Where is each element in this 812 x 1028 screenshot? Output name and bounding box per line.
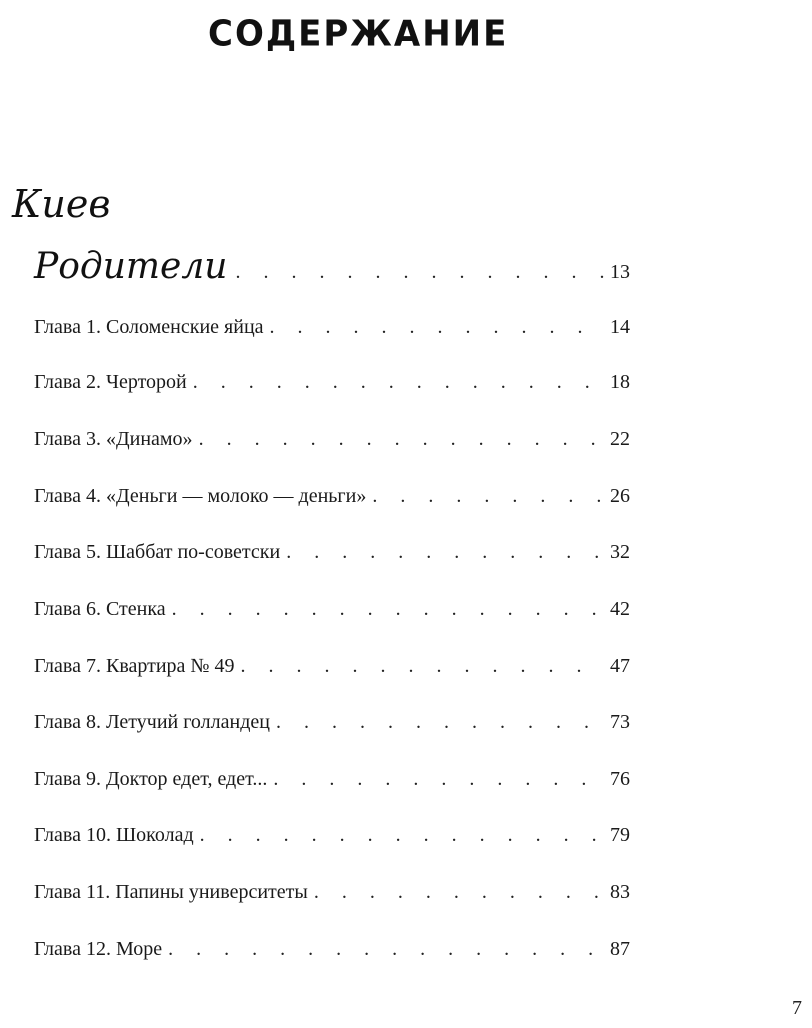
part-row[interactable] <box>34 246 630 287</box>
entry-page-number: 87 <box>610 938 630 960</box>
dot-leader <box>193 371 604 394</box>
toc-entry-11[interactable] <box>34 881 630 904</box>
entry-label: Глава 7. Квартира № 49 <box>34 655 235 677</box>
section-title: Киев <box>12 182 111 226</box>
entry-label: Глава 10. Шоколад <box>34 824 194 846</box>
entry-label: Глава 9. Доктор едет, едет... <box>34 768 268 790</box>
entry-page-number: 79 <box>610 824 630 846</box>
toc-entry-5[interactable] <box>34 541 630 564</box>
toc-entry-12[interactable] <box>34 938 630 961</box>
toc-entry-4[interactable] <box>34 485 630 508</box>
entry-page-number: 26 <box>610 485 630 507</box>
toc-entry-9[interactable] <box>34 768 630 791</box>
entry-page-number: 22 <box>610 428 630 450</box>
entry-label: Глава 5. Шаббат по-советски <box>34 541 281 563</box>
dot-leader <box>372 485 604 508</box>
entry-page-number: 76 <box>610 768 630 790</box>
dot-leader <box>172 598 604 621</box>
page-title: СОДЕРЖАНИЕ <box>208 13 509 55</box>
dot-leader <box>241 655 604 678</box>
entry-page-number: 47 <box>610 655 630 677</box>
entry-page-number: 14 <box>610 316 630 338</box>
entry-label: Глава 12. Море <box>34 938 163 960</box>
toc-entry-8[interactable] <box>34 711 630 734</box>
toc-entry-3[interactable] <box>34 428 630 451</box>
entry-page-number: 73 <box>610 711 630 733</box>
dot-leader <box>273 768 604 791</box>
entry-label: Глава 8. Летучий голландец <box>34 711 270 733</box>
toc-entry-6[interactable] <box>34 598 630 621</box>
entry-label: Глава 2. Черторой <box>34 371 187 393</box>
page-number: 7 <box>792 997 802 1019</box>
toc-entry-2[interactable] <box>34 371 630 394</box>
part-page-number: 13 <box>610 261 630 283</box>
entry-label: Глава 1. Соломенские яйца <box>34 316 264 338</box>
dot-leader <box>168 938 604 961</box>
dot-leader <box>270 316 604 339</box>
entry-label: Глава 11. Папины университеты <box>34 881 308 903</box>
dot-leader <box>314 881 604 904</box>
dot-leader <box>286 541 604 564</box>
entry-label: Глава 4. «Деньги — молоко — деньги» <box>34 485 367 507</box>
toc-entry-10[interactable] <box>34 824 630 847</box>
entry-label: Глава 3. «Динамо» <box>34 428 193 450</box>
entry-page-number: 42 <box>610 598 630 620</box>
toc-entry-1[interactable] <box>34 316 630 339</box>
entry-page-number: 18 <box>610 371 630 393</box>
dot-leader <box>235 261 604 284</box>
dot-leader <box>200 824 604 847</box>
entry-page-number: 83 <box>610 881 630 903</box>
entry-page-number: 32 <box>610 541 630 563</box>
entry-label: Глава 6. Стенка <box>34 598 166 620</box>
dot-leader <box>199 428 604 451</box>
toc-entry-7[interactable] <box>34 655 630 678</box>
part-label: Родители <box>34 246 228 287</box>
dot-leader <box>276 711 604 734</box>
